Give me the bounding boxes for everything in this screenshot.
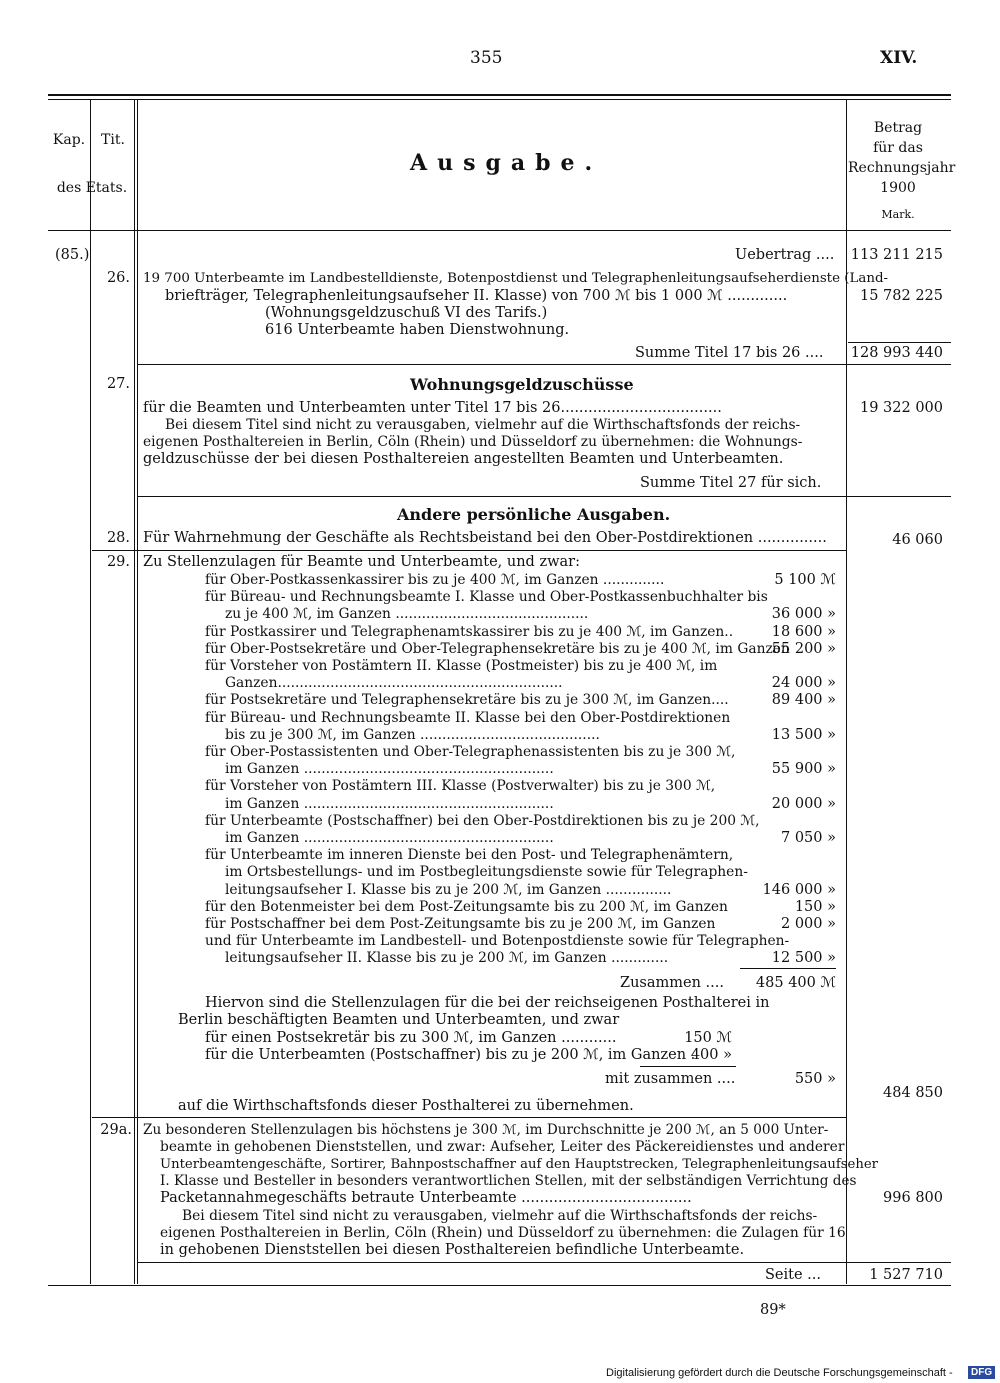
- andere-heading: Andere persönliche Ausgaben.: [397, 505, 671, 524]
- header-tit: Tit.: [101, 132, 125, 148]
- t29a-line-3: I. Klasse und Besteller in besonders verantwortlichen Stellen, mit der selbständigen Verrichtung des: [160, 1173, 857, 1189]
- t29a-line-1: beamte in gehobenen Dienststellen, und zwar: Aufseher, Leiter des Päckereidienstes und anderer: [160, 1139, 845, 1155]
- seite-label: Seite ...: [765, 1267, 821, 1283]
- t29-item-text: im Ganzen .........................................................: [225, 761, 554, 778]
- col-divider-tit: [134, 99, 135, 1284]
- mit-zusammen-rule: [640, 1066, 736, 1067]
- t26-num: 26.: [106, 270, 130, 286]
- t29-item-amount: 36 000 »: [771, 606, 836, 623]
- zusammen-label: Zusammen ....: [620, 975, 724, 991]
- rule-after-sum-1: [137, 364, 951, 365]
- t29-item-text: für Ober-Postassistenten und Ober-Telegraphenassistenten bis zu je 300 ℳ,: [205, 744, 736, 760]
- t29-item-text: für den Botenmeister bei dem Post-Zeitungsamte bis zu 200 ℳ, im Ganzen: [205, 898, 728, 915]
- mit-zusammen-label: mit zusammen ....: [605, 1071, 736, 1087]
- header-ausgabe: Ausgabe.: [410, 150, 603, 176]
- t29-item-text: Ganzen.................................................................: [225, 675, 563, 692]
- t29-item-text: für Vorsteher von Postämtern III. Klasse (Postverwalter) bis zu je 300 ℳ,: [205, 778, 716, 795]
- t29-item-text: für Ober-Postsekretäre und Ober-Telegraphensekretäre bis zu je 400 ℳ, im Ganzen: [205, 640, 790, 657]
- dfg-logo: DFG: [968, 1366, 995, 1379]
- seite-value: 1 527 710: [869, 1267, 943, 1283]
- t29-item-text: für Büreau- und Rechnungsbeamte I. Klasse und Ober-Postkassenbuchhalter bis: [205, 589, 768, 606]
- t29a-line-6: eigenen Posthaltereien in Berlin, Cöln (Rhein) und Düsseldorf zu übernehmen: die Zulagen für 16: [160, 1225, 846, 1241]
- t26-line-3: 616 Unterbeamte haben Dienstwohnung.: [265, 322, 570, 338]
- sum-rule-1: [848, 342, 951, 343]
- page-number: 355: [470, 48, 503, 68]
- footer-note: 89*: [760, 1302, 786, 1318]
- t29-item-text: im Ortsbestellungs- und im Postbegleitungsdienste sowie für Telegraphen-: [225, 864, 748, 881]
- t29-item-text: für Postsekretäre und Telegraphensekretäre bis zu je 300 ℳ, im Ganzen....: [205, 692, 729, 709]
- t29-item-text: zu je 400 ℳ, im Ganzen ............................................: [225, 606, 589, 623]
- hiervon-item-0-amount: 150 ℳ: [684, 1030, 732, 1046]
- zusammen-rule: [740, 968, 836, 969]
- t26-line-1: briefträger, Telegraphenleitungsaufseher II. Klasse) von 700 ℳ bis 1 000 ℳ .............: [165, 288, 788, 304]
- uebertrag-label: Uebertrag ....: [735, 247, 835, 263]
- t29-item-amount: 89 400 »: [771, 692, 836, 709]
- t29-item-amount: 7 050 »: [781, 830, 836, 846]
- hiervon-line-0: Hiervon sind die Stellenzulagen für die bei der reichseigenen Posthalterei in: [205, 995, 770, 1011]
- header-betrag-2: Rechnungsjahr: [848, 160, 956, 176]
- t29-intro: Zu Stellenzulagen für Beamte und Unterbeamte, und zwar:: [143, 554, 580, 570]
- hiervon-item-0-text: für einen Postsekretär bis zu 300 ℳ, im Ganzen ............: [205, 1030, 617, 1046]
- t29-item-amount: 146 000 »: [762, 881, 836, 898]
- t27-heading: Wohnungsgeldzuschüsse: [410, 375, 634, 394]
- header-betrag-3: 1900: [880, 180, 916, 196]
- t29a-line-4: Packetannahmegeschäfts betraute Unterbeamte .....................................: [160, 1190, 692, 1206]
- t29-item-text: im Ganzen .........................................................: [225, 830, 554, 846]
- t27-value: 19 322 000: [859, 400, 943, 416]
- t29-item-text: für Postschaffner bei dem Post-Zeitungsamte bis zu je 200 ℳ, im Ganzen: [205, 916, 716, 932]
- t29-item-amount: 2 000 »: [781, 916, 836, 932]
- t29-item-text: bis zu je 300 ℳ, im Ganzen .........................................: [225, 726, 600, 743]
- t29-item-amount: 24 000 »: [771, 675, 836, 692]
- hiervon-item-1-amount: 400 »: [690, 1047, 732, 1063]
- t27-line-2: eigenen Posthaltereien in Berlin, Cöln (Rhein) und Düsseldorf zu übernehmen: die Wohnungs-: [143, 434, 803, 450]
- t27-line-1: Bei diesem Titel sind nicht zu verausgaben, vielmehr auf die Wirthschaftsfonds der reichs-: [165, 417, 801, 433]
- t29-item-text: für Büreau- und Rechnungsbeamte II. Klasse bei den Ober-Postdirektionen: [205, 709, 731, 726]
- wirthschaft-line: auf die Wirthschaftsfonds dieser Posthalterei zu übernehmen.: [178, 1098, 634, 1114]
- zusammen-value: 485 400 ℳ: [755, 975, 836, 991]
- col-divider-tit-double: [137, 99, 138, 1284]
- t29a-line-5: Bei diesem Titel sind nicht zu verausgaben, vielmehr auf die Wirthschaftsfonds der reichs-: [182, 1208, 818, 1224]
- t29-item-text: für Vorsteher von Postämtern II. Klasse (Postmeister) bis zu je 400 ℳ, im: [205, 658, 718, 674]
- summe-17-26-label: Summe Titel 17 bis 26 ....: [635, 345, 824, 361]
- kap-85: (85.): [55, 247, 90, 263]
- t29a-line-0: Zu besonderen Stellenzulagen bis höchstens je 300 ℳ, im Durchschnitte je 200 ℳ, an 5 000 Unter-: [143, 1122, 829, 1138]
- t26-line-0: 19 700 Unterbeamte im Landbestelldienste, Botenpostdienst und Telegraphenleitungsaufseherdienste (Land-: [143, 271, 889, 286]
- chapter-number: XIV.: [880, 48, 918, 68]
- summe-27-label: Summe Titel 27 für sich.: [640, 475, 822, 491]
- t29-item-amount: 150 »: [794, 898, 836, 915]
- t29-item-text: für Ober-Postkassenkassirer bis zu je 400 ℳ, im Ganzen ..............: [205, 572, 665, 588]
- t28-text: Für Wahrnehmung der Geschäfte als Rechtsbeistand bei den Ober-Postdirektionen ...............: [143, 530, 827, 546]
- header-mark: Mark.: [881, 208, 915, 221]
- t27-num: 27.: [106, 376, 130, 392]
- t26-value: 15 782 225: [859, 288, 943, 304]
- t29-item-text: für Unterbeamte (Postschaffner) bei den Ober-Postdirektionen bis zu je 200 ℳ,: [205, 812, 760, 829]
- header-betrag-1: für das: [873, 140, 923, 156]
- t26-line-2: (Wohnungsgeldzuschuß VI des Tarifs.): [265, 305, 548, 321]
- t29-item-amount: 13 500 »: [771, 726, 836, 743]
- header-betrag-0: Betrag: [873, 120, 923, 136]
- t29-item-amount: 5 100 ℳ: [774, 572, 836, 588]
- t29-item-text: im Ganzen .........................................................: [225, 795, 554, 812]
- t29-item-amount: 20 000 »: [771, 795, 836, 812]
- t29-num: 29.: [106, 554, 130, 570]
- rule-before-seite: [137, 1262, 951, 1263]
- t29a-line-2: Unterbeamtengeschäfte, Sortirer, Bahnpostschaffner auf den Hauptstrecken, Telegraphenleitungsaufseher: [160, 1157, 878, 1172]
- t27-line-3: geldzuschüsse der bei diesen Posthaltereien angestellten Beamten und Unterbeamten.: [143, 451, 784, 467]
- header-kap: Kap.: [52, 132, 86, 148]
- uebertrag-value: 113 211 215: [850, 247, 943, 263]
- header-des-etats: des Etats.: [56, 180, 128, 196]
- top-rule-thin: [48, 99, 951, 100]
- header-bottom-rule: [48, 230, 951, 231]
- t29a-value: 996 800: [883, 1190, 943, 1206]
- t29-item-text: und für Unterbeamte im Landbestell- und Botenpostdienste sowie für Telegraphen-: [205, 933, 790, 950]
- t29-item-amount: 12 500 »: [771, 950, 836, 967]
- t29-item-amount: 55 900 »: [771, 761, 836, 778]
- summe-17-26-value: 128 993 440: [850, 345, 943, 361]
- t29-item-amount: 55 200 »: [771, 640, 836, 657]
- rule-after-sum-27: [137, 496, 951, 497]
- col-divider-kap: [90, 99, 91, 1284]
- bottom-rule: [48, 1285, 951, 1286]
- top-rule: [48, 94, 951, 96]
- t29a-line-7: in gehobenen Dienststellen bei diesen Posthaltereien befindliche Unterbeamte.: [160, 1242, 745, 1258]
- t29-value: 484 850: [883, 1085, 943, 1101]
- t29a-num: 29a.: [100, 1122, 132, 1138]
- rule-after-t28: [92, 550, 846, 551]
- t29-item-text: für Postkassirer und Telegraphenamtskassirer bis zu je 400 ℳ, im Ganzen..: [205, 623, 734, 640]
- mit-zusammen-value: 550 »: [794, 1071, 836, 1087]
- t29-item-text: leitungsaufseher II. Klasse bis zu je 200 ℳ, im Ganzen .............: [225, 950, 669, 967]
- footer-text: Digitalisierung gefördert durch die Deutsche Forschungsgemeinschaft -: [606, 1367, 953, 1379]
- t27-line-0: für die Beamten und Unterbeamten unter Titel 17 bis 26...................................: [143, 400, 722, 416]
- t29-item-amount: 18 600 »: [771, 623, 836, 640]
- t29-item-text: für Unterbeamte im inneren Dienste bei den Post- und Telegraphenämtern,: [205, 847, 734, 864]
- t29-item-text: leitungsaufseher I. Klasse bis zu je 200 ℳ, im Ganzen ...............: [225, 881, 672, 898]
- t28-num: 28.: [106, 530, 130, 546]
- hiervon-item-1-text: für die Unterbeamten (Postschaffner) bis zu je 200 ℳ, im Ganzen .: [205, 1047, 696, 1063]
- hiervon-line-1: Berlin beschäftigten Beamten und Unterbeamten, und zwar: [178, 1012, 620, 1028]
- t28-value: 46 060: [892, 532, 943, 548]
- rule-after-t29: [92, 1117, 846, 1118]
